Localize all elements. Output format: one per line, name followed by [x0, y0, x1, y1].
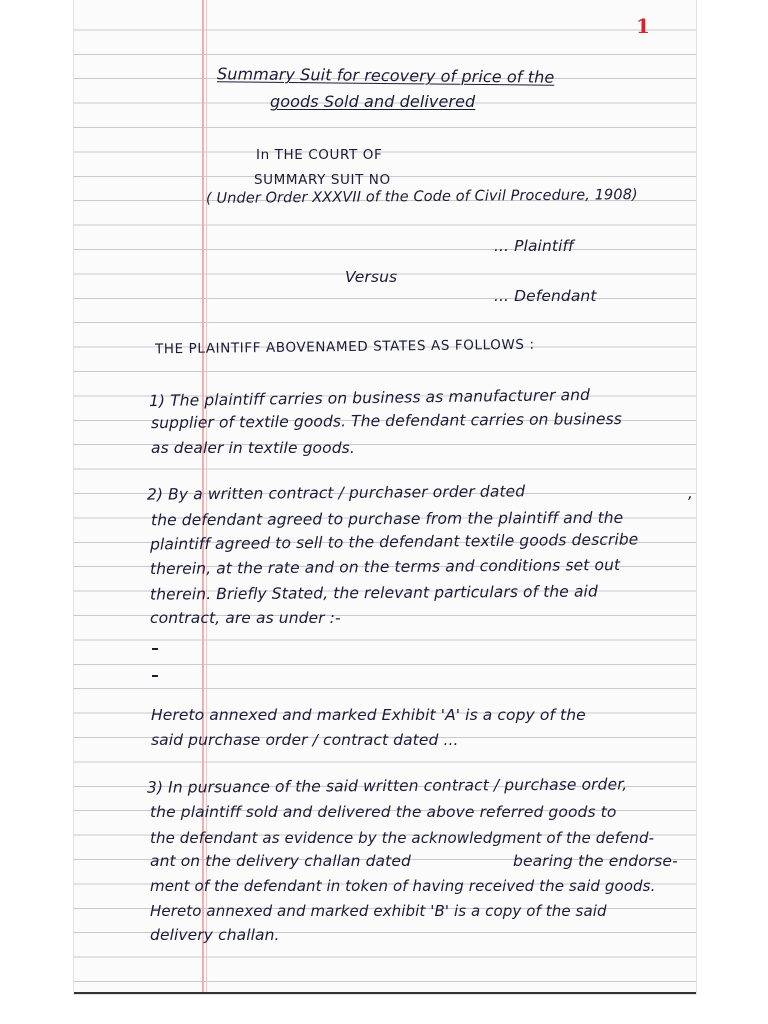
para3-line-1: 3) In pursuance of the said written contract / purchase order, — [146, 775, 628, 797]
versus-label: Versus — [345, 268, 398, 286]
para2-line-1: 2) By a written contract / purchaser order dated — [146, 482, 526, 504]
title-line-1: Summary Suit for recovery of price of the — [216, 64, 555, 87]
para1-line-1: 1) The plaintiff carries on business as manufacturer and — [148, 385, 591, 411]
para3-line-3: the defendant as evidence by the acknowledgment of the defend- — [150, 829, 655, 847]
particulars-dash-2 — [152, 675, 158, 677]
plaintiff-label: ... Plaintiff — [494, 237, 574, 255]
para3-line-4-end: bearing the endorse- — [513, 852, 678, 870]
para3-line-5: ment of the defendant in token of having received the said goods. — [150, 877, 656, 895]
court-line: In THE COURT OF — [256, 147, 383, 163]
page-bottom-edge — [74, 992, 696, 994]
defendant-label: ... Defendant — [494, 287, 597, 305]
exhibit-a-line-1: Hereto annexed and marked Exhibit 'A' is a copy of the — [151, 706, 586, 724]
order-reference-line: ( Under Order XXXVII of the Code of Civil Procedure, 1908) — [205, 187, 638, 207]
para1-line-3: as dealer in textile goods. — [151, 439, 355, 457]
para2-line-6: contract, are as under :- — [150, 609, 341, 627]
section-heading: THE PLAINTIFF ABOVENAMED STATES AS FOLLOWS : — [154, 336, 535, 358]
para2-line-4: therein, at the rate and on the terms and conditions set out — [149, 555, 621, 579]
title-line-2: goods Sold and delivered — [270, 92, 476, 111]
para3-line-6: Hereto annexed and marked exhibit 'B' is a copy of the said — [150, 902, 607, 920]
para3-line-2: the plaintiff sold and delivered the above referred goods to — [150, 803, 617, 821]
para3-line-4: ant on the delivery challan dated — [150, 852, 411, 870]
para2-line-3: plaintiff agreed to sell to the defendant textile goods describe — [149, 530, 639, 554]
particulars-dash-1 — [152, 648, 158, 650]
exhibit-a-line-2: said purchase order / contract dated ... — [151, 731, 459, 749]
para2-line-1-comma: , — [688, 484, 694, 502]
page-number: 1 — [636, 14, 650, 38]
para1-line-2: supplier of textile goods. The defendant carries on business — [150, 409, 622, 433]
para2-line-2: the defendant agreed to purchase from the plaintiff and the — [150, 508, 624, 530]
para3-line-7: delivery challan. — [150, 926, 280, 944]
para2-line-5: therein. Briefly Stated, the relevant particulars of the aid — [149, 582, 598, 604]
suit-number-line: SUMMARY SUIT NO — [254, 172, 391, 188]
